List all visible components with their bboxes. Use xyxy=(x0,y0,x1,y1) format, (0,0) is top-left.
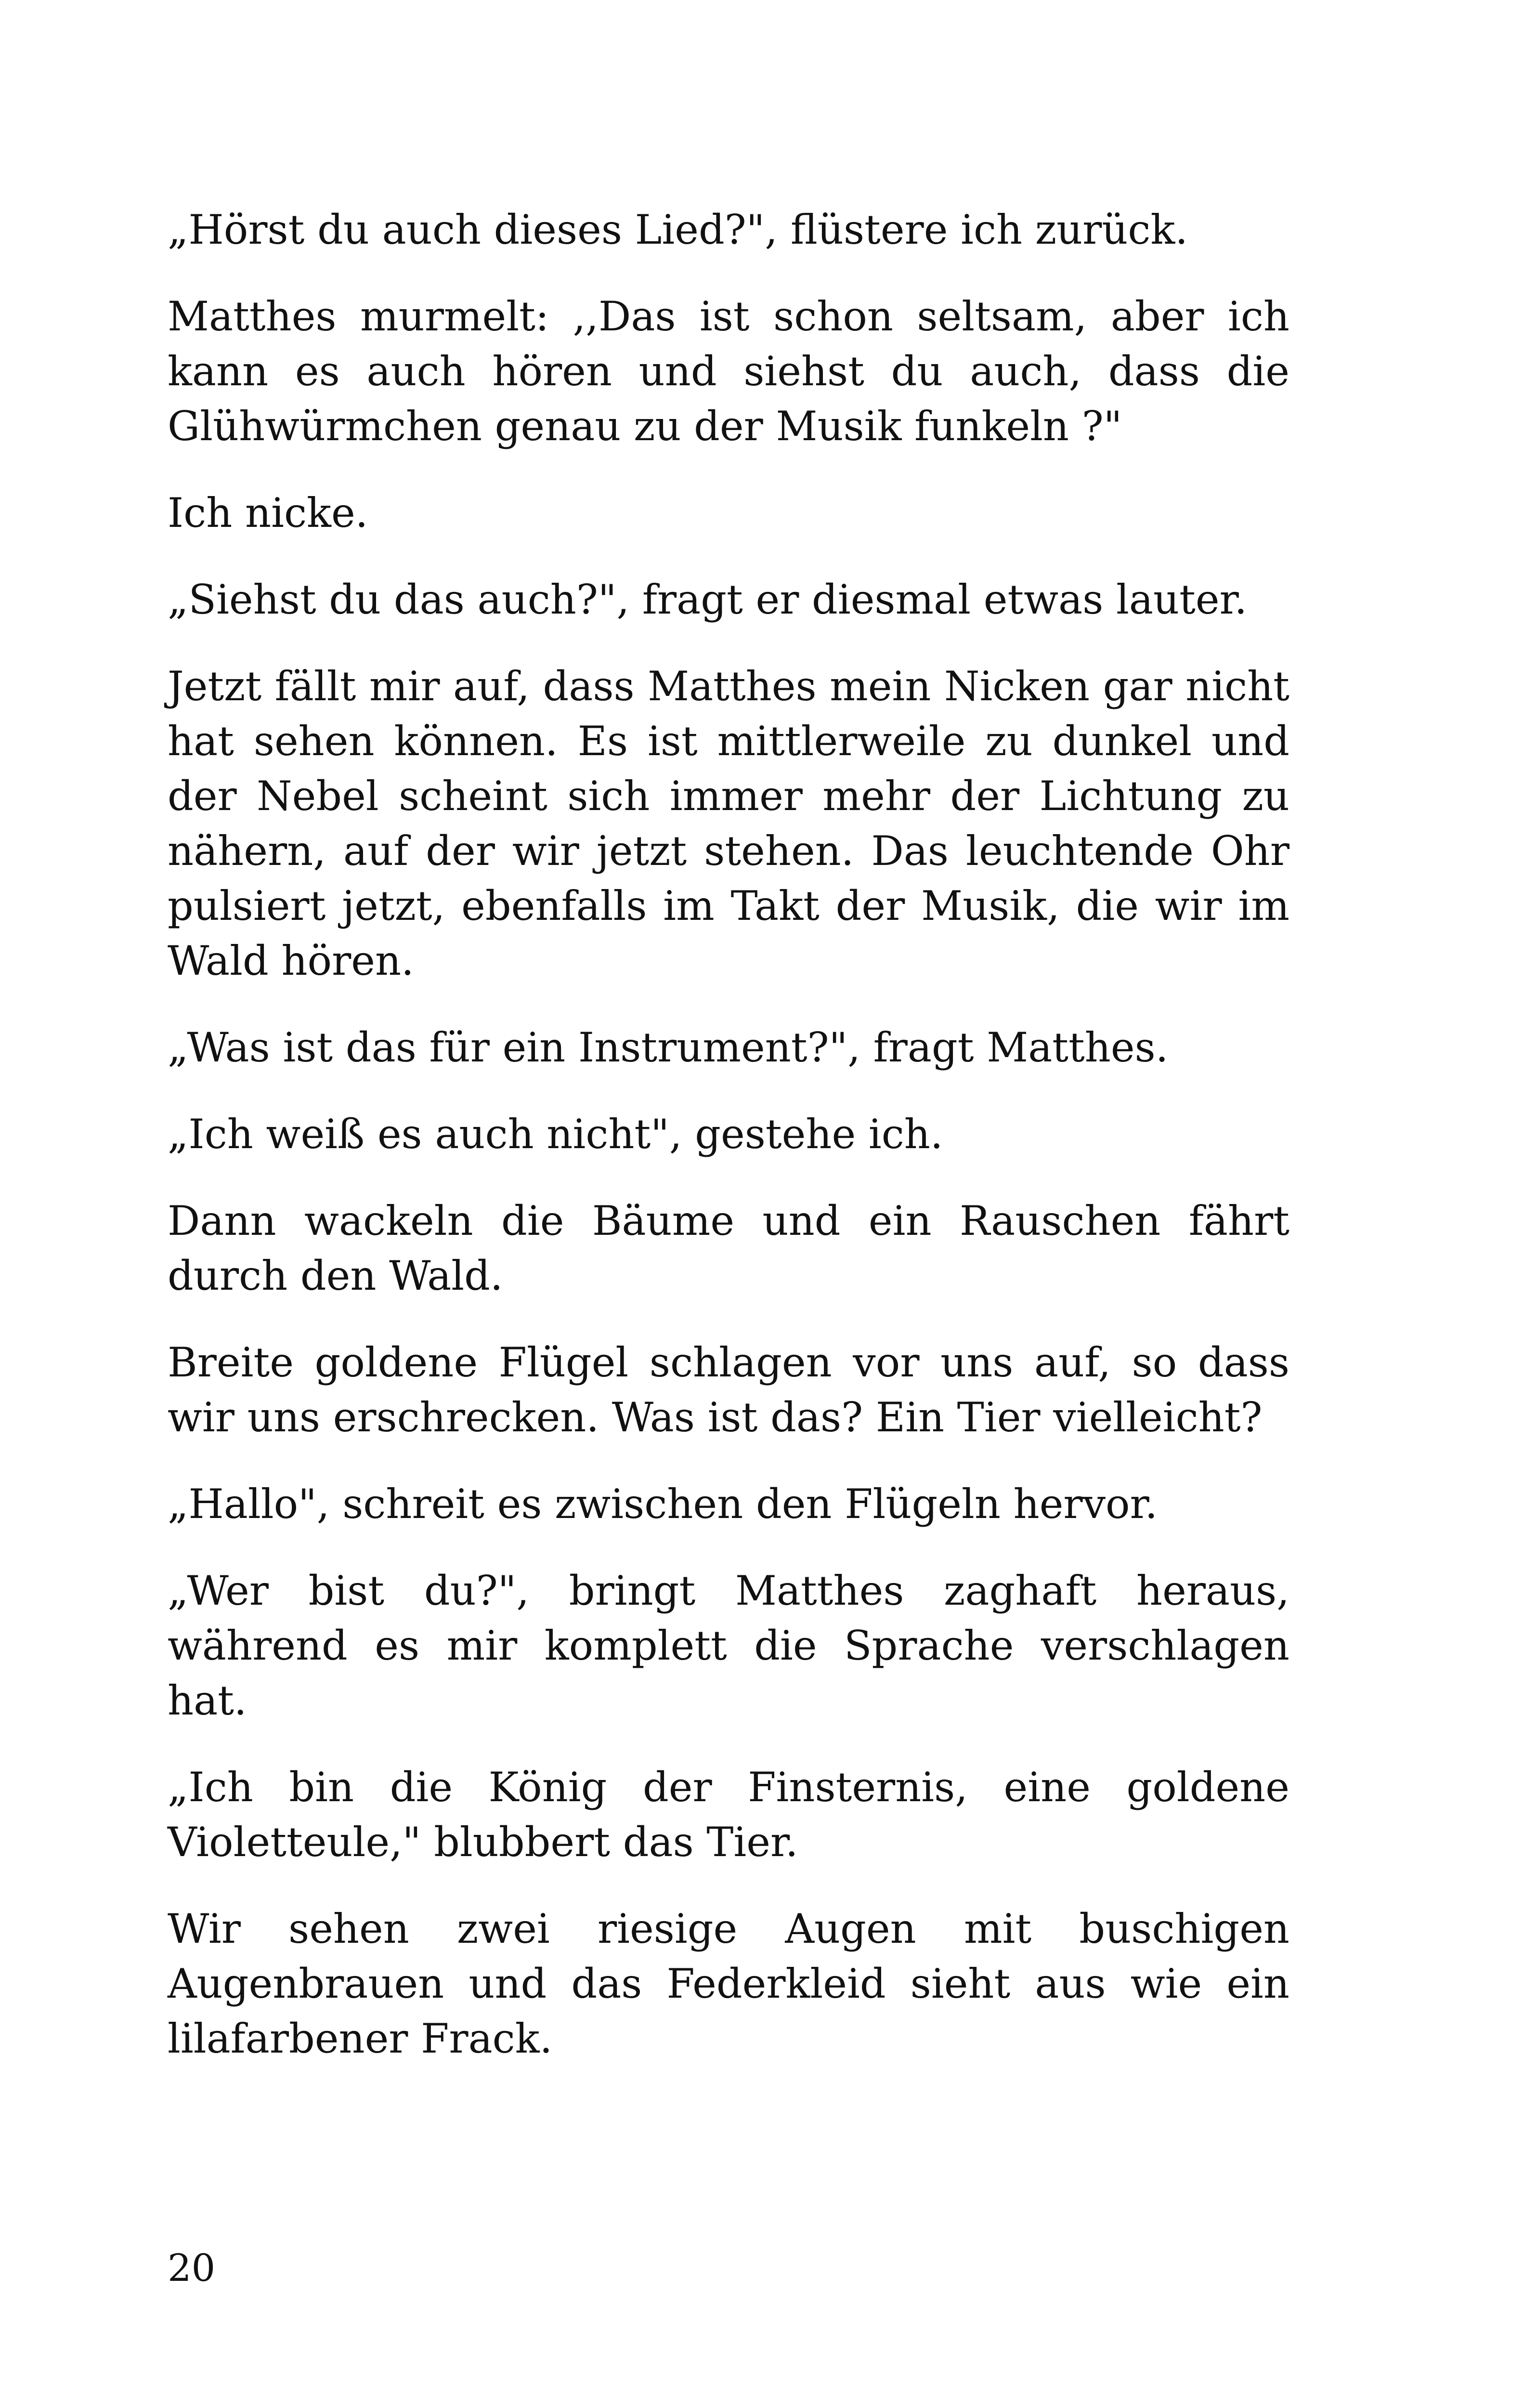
paragraph-11: „Wer bist du?", bringt Matthes zaghaft heraus, während es mir komplett die Sprache verschlagen hat. xyxy=(168,1567,1289,1724)
paragraph-9: Breite goldene Flügel schlagen vor uns auf, so dass wir uns erschrecken. Was ist das? Ein Tier vielleicht? xyxy=(168,1339,1289,1441)
paragraph-13: Wir sehen zwei riesige Augen mit buschigen Augenbrauen und das Federkleid sieht aus wie ein lilafarbener Frack. xyxy=(168,1905,1289,2062)
paragraph-12: „Ich bin die König der Finsternis, eine goldene Violetteule," blubbert das Tier. xyxy=(168,1764,1289,1866)
paragraph-2: Matthes murmelt: ,,Das ist schon seltsam, aber ich kann es auch hören und siehst du auch, dass die Glühwürmchen genau zu der Musik funkeln ?" xyxy=(168,293,1289,450)
paragraph-6: „Was ist das für ein Instrument?", fragt Matthes. xyxy=(168,1024,1169,1071)
paragraph-10: „Hallo", schreit es zwischen den Flügeln hervor. xyxy=(168,1480,1158,1528)
paragraph-8: Dann wackeln die Bäume und ein Rauschen fährt durch den Wald. xyxy=(168,1197,1289,1299)
paragraph-7: „Ich weiß es auch nicht", gestehe ich. xyxy=(168,1111,943,1158)
page-number: 20 xyxy=(168,2247,216,2290)
paragraph-4: „Siehst du das auch?", fragt er diesmal etwas lauter. xyxy=(168,576,1248,623)
body-text xyxy=(168,202,1289,2098)
paragraph-1: „Hörst du auch dieses Lied?", flüstere ich zurück. xyxy=(168,206,1188,253)
paragraph-3: Ich nicke. xyxy=(168,489,368,537)
paragraph-5: Jetzt fällt mir auf, dass Matthes mein Nicken gar nicht hat sehen können. Es ist mittlerweile zu dunkel und der Nebel scheint sich immer mehr der Lichtung zu nähern, auf der wir jetzt stehen. Das leuchtende Ohr pulsiert jetzt, ebenfalls im Takt der Musik, die wir im Wald hören. xyxy=(168,663,1289,984)
